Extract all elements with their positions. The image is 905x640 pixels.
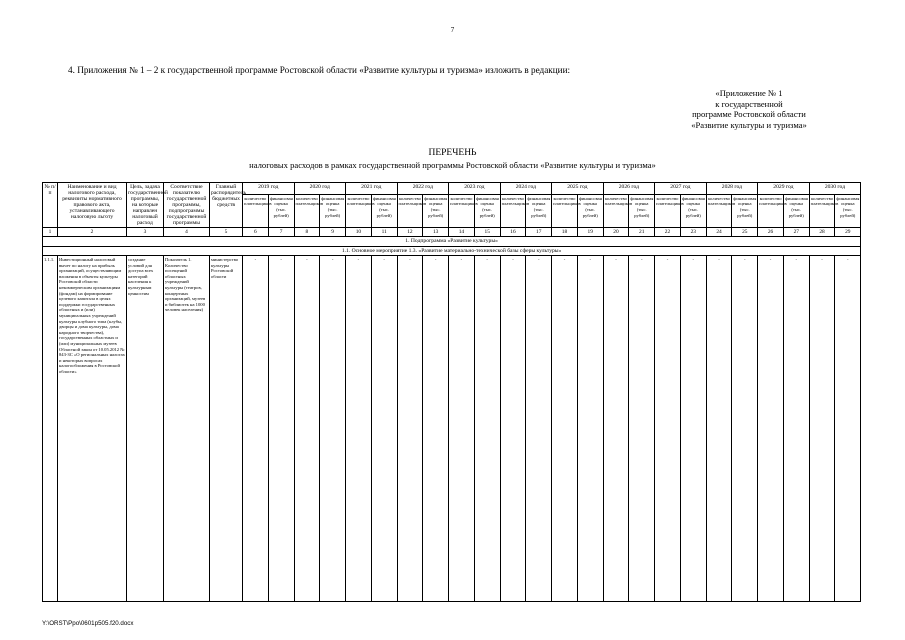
payers-count-header: количество плательщиков [809, 194, 835, 227]
header-num: № п/п [43, 183, 58, 228]
payers-count-header: количество плательщиков [346, 194, 372, 227]
value-cell: - [732, 256, 758, 602]
column-number: 13 [423, 228, 449, 237]
year-header: 2028 год [706, 183, 758, 195]
column-number: 24 [706, 228, 732, 237]
header-name: Наименование и вид налогового расхода, реквизиты нормативного правового акта, устанавливающего налоговую льготу [58, 183, 127, 228]
value-cell: - [680, 256, 706, 602]
column-number: 22 [655, 228, 681, 237]
value-cell: - [655, 256, 681, 602]
table-row [43, 256, 861, 602]
column-number: 14 [449, 228, 475, 237]
payers-count-header: количество плательщиков [500, 194, 526, 227]
value-cell: - [294, 256, 320, 602]
appendix-line-4: «Развитие культуры и туризма» [691, 119, 807, 130]
column-number: 10 [346, 228, 372, 237]
value-cell: - [397, 256, 423, 602]
row-num: 1.1.1. [43, 256, 58, 602]
value-cell: - [526, 256, 552, 602]
value-cell: - [346, 256, 372, 602]
appendix-caption [649, 88, 849, 130]
column-number: 4 [164, 228, 210, 237]
value-cell: - [783, 256, 809, 602]
row-manager: министерство культуры Ростовской области [210, 256, 243, 602]
value-cell: - [423, 256, 449, 602]
column-number: 3 [127, 228, 164, 237]
year-header: 2021 год [346, 183, 398, 195]
column-number-row [43, 228, 861, 237]
value-cell: - [320, 256, 346, 602]
column-number: 7 [268, 228, 294, 237]
year-header: 2029 год [758, 183, 810, 195]
header-goal: Цель, задача государственной программы, на которые направлен налоговый расход [128, 184, 168, 226]
value-cell: - [552, 256, 578, 602]
row-indicator: Показатель 1. Количество посещений областных учреждений культуры (театров, концертных организаций, музеев и библиотек на 1000 человек населения) [164, 256, 210, 602]
year-header: 2024 год [500, 183, 552, 195]
column-number: 9 [320, 228, 346, 237]
year-header: 2030 год [809, 183, 861, 195]
column-number: 6 [243, 228, 269, 237]
year-header: 2027 год [655, 183, 707, 195]
value-cell: - [577, 256, 603, 602]
value-cell: - [758, 256, 784, 602]
document-title: ПЕРЕЧЕНЬ [428, 148, 477, 158]
row-name: Инвестиционный налоговый вычет по налогу на прибыль организаций, осуществляющим вложения в объекты культуры Ростовской области некоммерческим организациям (фондам) на формирование целевого капитала в целях поддержки государственных областных и (или) муниципальных учреждений культуры клубного типа (клубы, дворцы и дома культуры, дома народного творчества), государственных областных и (или) муниципальных музеев Областной закон от 10.05.2012 № 843-ЗС «О региональных налогах и некоторых вопросах налогообложения в Ростовской области» [58, 256, 127, 602]
column-number: 23 [680, 228, 706, 237]
column-number: 17 [526, 228, 552, 237]
financial-estimate-header: финансовая оценка (тыс. рублей) [371, 194, 397, 227]
column-number: 19 [577, 228, 603, 237]
value-cell: - [371, 256, 397, 602]
value-cell: - [243, 256, 269, 602]
year-header: 2020 год [294, 183, 346, 195]
column-number: 12 [397, 228, 423, 237]
tax-expenditure-table [42, 182, 861, 602]
column-number: 20 [603, 228, 629, 237]
value-cell: - [835, 256, 861, 602]
subprogram-row [43, 237, 861, 247]
column-number: 11 [371, 228, 397, 237]
year-header: 2025 год [552, 183, 604, 195]
main-event-title: 1.1. Основное мероприятие 1.3. «Развитие материально-технической базы сферы культуры» [43, 246, 861, 256]
page-number: 7 [450, 26, 455, 34]
column-number: 1 [43, 228, 58, 237]
main-event-row [43, 246, 861, 256]
payers-count-header: количество плательщиков [397, 194, 423, 227]
value-cell: - [268, 256, 294, 602]
document-subtitle: налоговых расходов в рамках государственной программы Ростовской области «Развитие культуры и туризма» [249, 160, 656, 170]
column-number: 5 [210, 228, 243, 237]
column-number: 28 [809, 228, 835, 237]
column-number: 27 [783, 228, 809, 237]
column-number: 26 [758, 228, 784, 237]
column-number: 16 [500, 228, 526, 237]
payers-count-header: количество плательщиков [655, 194, 681, 227]
financial-estimate-header: финансовая оценка (тыс. рублей) [320, 194, 346, 227]
column-number: 21 [629, 228, 655, 237]
column-number: 18 [552, 228, 578, 237]
year-header-row [43, 183, 861, 195]
value-cell: - [603, 256, 629, 602]
value-cell: - [500, 256, 526, 602]
row-goal: создание условий для доступа всех категорий населения к культурным ценностям [127, 256, 164, 602]
column-number: 29 [835, 228, 861, 237]
subprogram-title: 1. Подпрограмма «Развитие культуры» [43, 237, 861, 247]
header-manager: Главный распорядитель бюджетных средств [210, 183, 243, 228]
value-cell: - [629, 256, 655, 602]
value-cell: - [474, 256, 500, 602]
column-number: 8 [294, 228, 320, 237]
financial-estimate-header: финансовая оценка (тыс. рублей) [680, 194, 706, 227]
footer-file-path: Y:\ORST\Ppo\0601p505.f20.docx [42, 620, 134, 627]
payers-count-header: количество плательщиков [706, 194, 732, 227]
financial-estimate-header: финансовая оценка (тыс. рублей) [526, 194, 552, 227]
appendix-line-3: программе Ростовской области [692, 109, 806, 119]
financial-estimate-header: финансовая оценка (тыс. рублей) [474, 194, 500, 227]
year-header: 2026 год [603, 183, 655, 195]
year-header: 2019 год [243, 183, 295, 195]
year-header: 2023 год [449, 183, 501, 195]
appendix-line-1: «Приложение № 1 [715, 88, 783, 98]
payers-count-header: количество плательщиков [294, 194, 320, 227]
payers-count-header: количество плательщиков [449, 194, 475, 227]
financial-estimate-header: финансовая оценка (тыс. рублей) [835, 194, 861, 227]
financial-estimate-header: финансовая оценка (тыс. рублей) [577, 194, 603, 227]
year-header: 2022 год [397, 183, 449, 195]
value-cell: - [706, 256, 732, 602]
financial-estimate-header: финансовая оценка (тыс. рублей) [783, 194, 809, 227]
value-cell: - [809, 256, 835, 602]
payers-count-header: количество плательщиков [758, 194, 784, 227]
financial-estimate-header: финансовая оценка (тыс. рублей) [423, 194, 449, 227]
column-number: 2 [58, 228, 127, 237]
appendix-line-2: к государственной [715, 98, 783, 109]
column-number: 25 [732, 228, 758, 237]
header-indicator: Соответствие показателю государственной программы, подпрограммы государственной программы [164, 183, 210, 228]
intro-text: 4. Приложения № 1 – 2 к государственной программе Ростовской области «Развитие культуры и туризма» изложить в редакции: [68, 65, 571, 75]
value-cell: - [449, 256, 475, 602]
payers-count-header: количество плательщиков [603, 194, 629, 227]
financial-estimate-header: финансовая оценка (тыс. рублей) [732, 194, 758, 227]
payers-count-header: количество плательщиков [243, 194, 269, 227]
financial-estimate-header: финансовая оценка (тыс. рублей) [268, 194, 294, 227]
column-number: 15 [474, 228, 500, 237]
financial-estimate-header: финансовая оценка (тыс. рублей) [629, 194, 655, 227]
payers-count-header: количество плательщиков [552, 194, 578, 227]
